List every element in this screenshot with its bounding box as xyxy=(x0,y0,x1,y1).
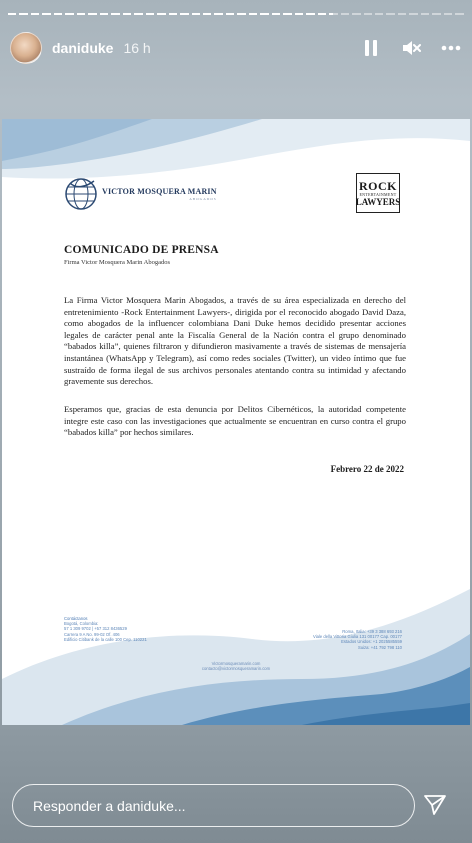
send-icon[interactable] xyxy=(423,793,447,817)
footer-line: Estados Unidos: +1 2025585559 xyxy=(341,639,402,645)
progress-segment xyxy=(31,13,39,15)
rock-logo-line1: ROCK xyxy=(359,178,397,193)
footer-line: Carrera 9 A No. 99-02 Of. 406 xyxy=(64,631,120,637)
globe-icon xyxy=(64,177,98,211)
footer-line: 57 1 309 9702 | +57 312 8436529 xyxy=(64,626,127,632)
progress-segment xyxy=(432,13,440,15)
avatar[interactable] xyxy=(10,32,42,64)
progress-segment xyxy=(123,13,131,15)
progress-segment xyxy=(272,13,280,15)
progress-segment xyxy=(421,13,429,15)
progress-segment xyxy=(8,13,16,15)
story-progress-bar xyxy=(8,13,464,15)
progress-segment xyxy=(375,13,383,15)
progress-segment xyxy=(146,13,154,15)
story-time: 16 h xyxy=(123,40,151,56)
progress-segment xyxy=(444,13,452,15)
more-icon[interactable] xyxy=(440,37,462,59)
footer-contact-center xyxy=(2,661,470,671)
progress-segment xyxy=(203,13,211,15)
progress-segment xyxy=(19,13,27,15)
progress-segment xyxy=(169,13,177,15)
progress-segment xyxy=(157,13,165,15)
rock-logo-line3: LAWYERS xyxy=(355,196,401,207)
progress-segment xyxy=(214,13,222,15)
progress-segment xyxy=(283,13,291,15)
footer-contact-right xyxy=(313,629,402,650)
progress-segment xyxy=(237,13,245,15)
mute-icon[interactable] xyxy=(400,37,422,59)
progress-segment xyxy=(386,13,394,15)
progress-segment xyxy=(409,13,417,15)
press-release-document xyxy=(2,119,470,725)
progress-segment xyxy=(398,13,406,15)
rock-logo-line2: ENTERTAINMENT xyxy=(359,191,397,197)
progress-segment xyxy=(88,13,96,15)
progress-segment xyxy=(100,13,108,15)
progress-segment xyxy=(341,13,349,15)
footer-line: Victormosqueramarin.com xyxy=(211,661,261,666)
progress-segment xyxy=(192,13,200,15)
progress-segment xyxy=(364,13,372,15)
progress-segment xyxy=(249,13,257,15)
username[interactable]: daniduke xyxy=(52,40,114,56)
rock-lawyers-logo xyxy=(356,173,400,213)
progress-segment xyxy=(226,13,234,15)
reply-input[interactable] xyxy=(12,784,415,827)
progress-segment xyxy=(329,13,337,15)
firm-logo-sub: ABOGADOS xyxy=(189,197,217,201)
progress-segment xyxy=(54,13,62,15)
progress-segment xyxy=(65,13,73,15)
footer-line: Suiza: +41 792 798 110 xyxy=(357,644,402,650)
progress-segment xyxy=(352,13,360,15)
firm-logo xyxy=(64,177,217,211)
progress-segment xyxy=(134,13,142,15)
footer-line: Contáctanos xyxy=(64,616,88,621)
footer-contact-left xyxy=(64,616,147,642)
reply-placeholder: Responder a daniduke... xyxy=(33,797,186,814)
pause-icon[interactable] xyxy=(360,37,382,59)
progress-segment xyxy=(111,13,119,15)
progress-segment xyxy=(295,13,303,15)
progress-segment xyxy=(306,13,314,15)
footer-line: Roma, Italia: +39 3 388 693 216 xyxy=(342,629,402,634)
progress-segment xyxy=(260,13,268,15)
footer-line: Edificio Citibank de la calle 100 Cep. 110221 xyxy=(64,636,147,642)
document-subtitle: Firma Victor Mosquera Marin Abogados xyxy=(64,259,171,266)
paragraph-1: La Firma Victor Mosquera Marin Abogados, a través de su área especializada en derecho del entretenimiento -Rock Entertainment Lawyers-, dirigida por el reconocido abogado David Daza, como abogados de la influencer colombiana Dani Duke hemos decidido presentar acciones legales de carácter penal ante la Fiscalía General de la Nación contra el grupo denominado “babados killa”, quienes filtraron y difundieron masivamente a través de sistemas de mensajería instantánea (WhatsApp y Telegram), así como redes sociales (Twitter), un video íntimo que fue sustraído de forma ilegal de sus archivos personales atentando contra su intimidad y afectando gravemente sus derechos. xyxy=(64,295,406,387)
footer-line: contacto@victormosqueramarin.com xyxy=(201,666,271,672)
progress-segment xyxy=(42,13,50,15)
progress-segment xyxy=(318,13,326,15)
progress-segment xyxy=(180,13,188,15)
document-date: Febrero 22 de 2022 xyxy=(330,464,404,474)
firm-logo-text: VICTOR MOSQUERA MARIN xyxy=(102,187,217,196)
paragraph-2: Esperamos que, gracias de esta denuncia por Delitos Cibernéticos, la autoridad competente integre este caso con las investigaciones que actualmente se encuentran en curso contra el grupo “babados killa” por hechos similares. xyxy=(64,404,406,438)
story-header xyxy=(10,30,462,66)
progress-segment xyxy=(455,13,463,15)
footer-line: Bogotá, Colombia: xyxy=(64,621,99,627)
document-title: COMUNICADO DE PRENSA xyxy=(64,244,219,256)
footer-line: Viale della Vittoria Giulia 131 00177 Cap. 00177 xyxy=(312,634,402,640)
progress-segment xyxy=(77,13,85,15)
